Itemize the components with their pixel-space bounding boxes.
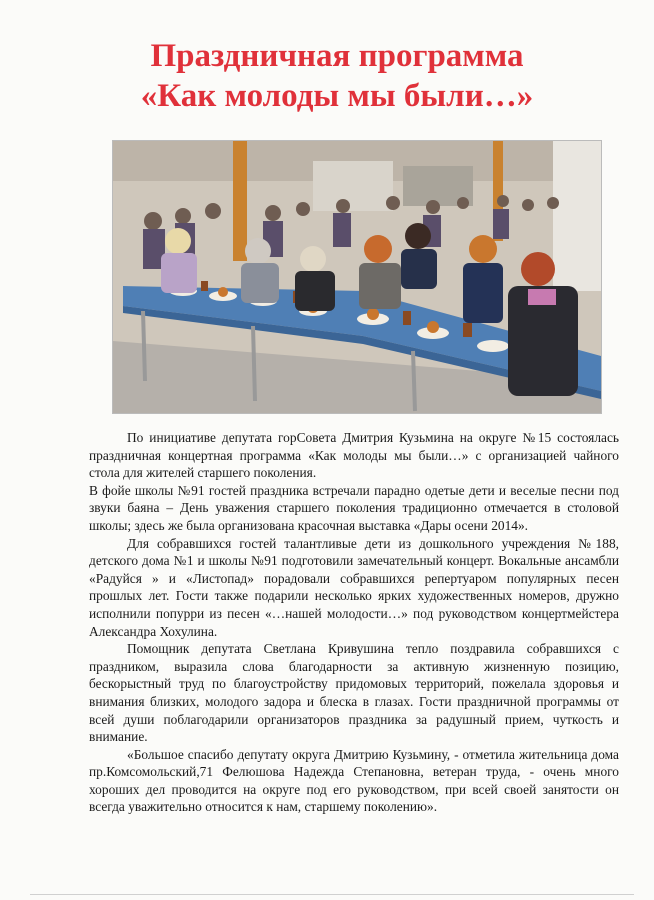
event-photo — [112, 140, 602, 414]
page-title — [60, 36, 614, 116]
paragraph-foyer: В фойе школы №91 гостей праздника встречали парадно одетые дети и веселые песни под звуки баяна – День уважения старшего поколения традиционно отмечается в столовой школы; здесь же была организована красочная выставка «Дары осени 2014». — [89, 482, 619, 533]
paragraph-greeting: Помощник депутата Светлана Кривушина тепло поздравила собравшихся с праздником, выразила слова благодарности за активную жизненную позицию, бескорыстный труд по благоустройству придомовых территорий, пожелала здоровья и внимания близких, молодого задора и блеска в глазах. Гости праздничной программы от всей души поблагодарили организаторов праздника за радушный прием, чуткость и внимание. — [89, 641, 619, 745]
title-line-1: Праздничная программа — [150, 38, 524, 74]
paragraph-quote: «Большое спасибо депутату округа Дмитрию Кузьмину, - отметила жительница дома пр.Комсомольский,71 Фелюшова Надежда Степановна, ветеран труда, - очень много хороших дел проводится на округе под его руководством, при всей своей занятости он всегда уважительно относится к нам, старшему поколению». — [89, 746, 619, 815]
event-photo-illustration — [113, 141, 601, 413]
title-line-2: «Как молоды мы были…» — [140, 78, 534, 114]
paragraph-intro: По инициативе депутата горСовета Дмитрия Кузьмина на округе №15 состоялась праздничная концертная программа «Как молоды мы были…» с организацией чайного стола для жителей старшего поколения. — [89, 430, 619, 481]
page-bottom-rule — [30, 894, 634, 895]
article-body — [89, 429, 619, 816]
paragraph-concert: Для собравшихся гостей талантливые дети из дошкольного учреждения №188, детского дома №1 и школы №91 подготовили замечательный концерт. Вокальные ансамбли «Радуйся » и «Листопад» порадовали собравшихся репертуаром популярных песен прошлых лет. Гости также подарили несколько ярких художественных номеров, дружно исполнили попурри из песен «…нашей молодости…» под руководством концертмейстера Александра Хохулина. — [89, 535, 619, 639]
